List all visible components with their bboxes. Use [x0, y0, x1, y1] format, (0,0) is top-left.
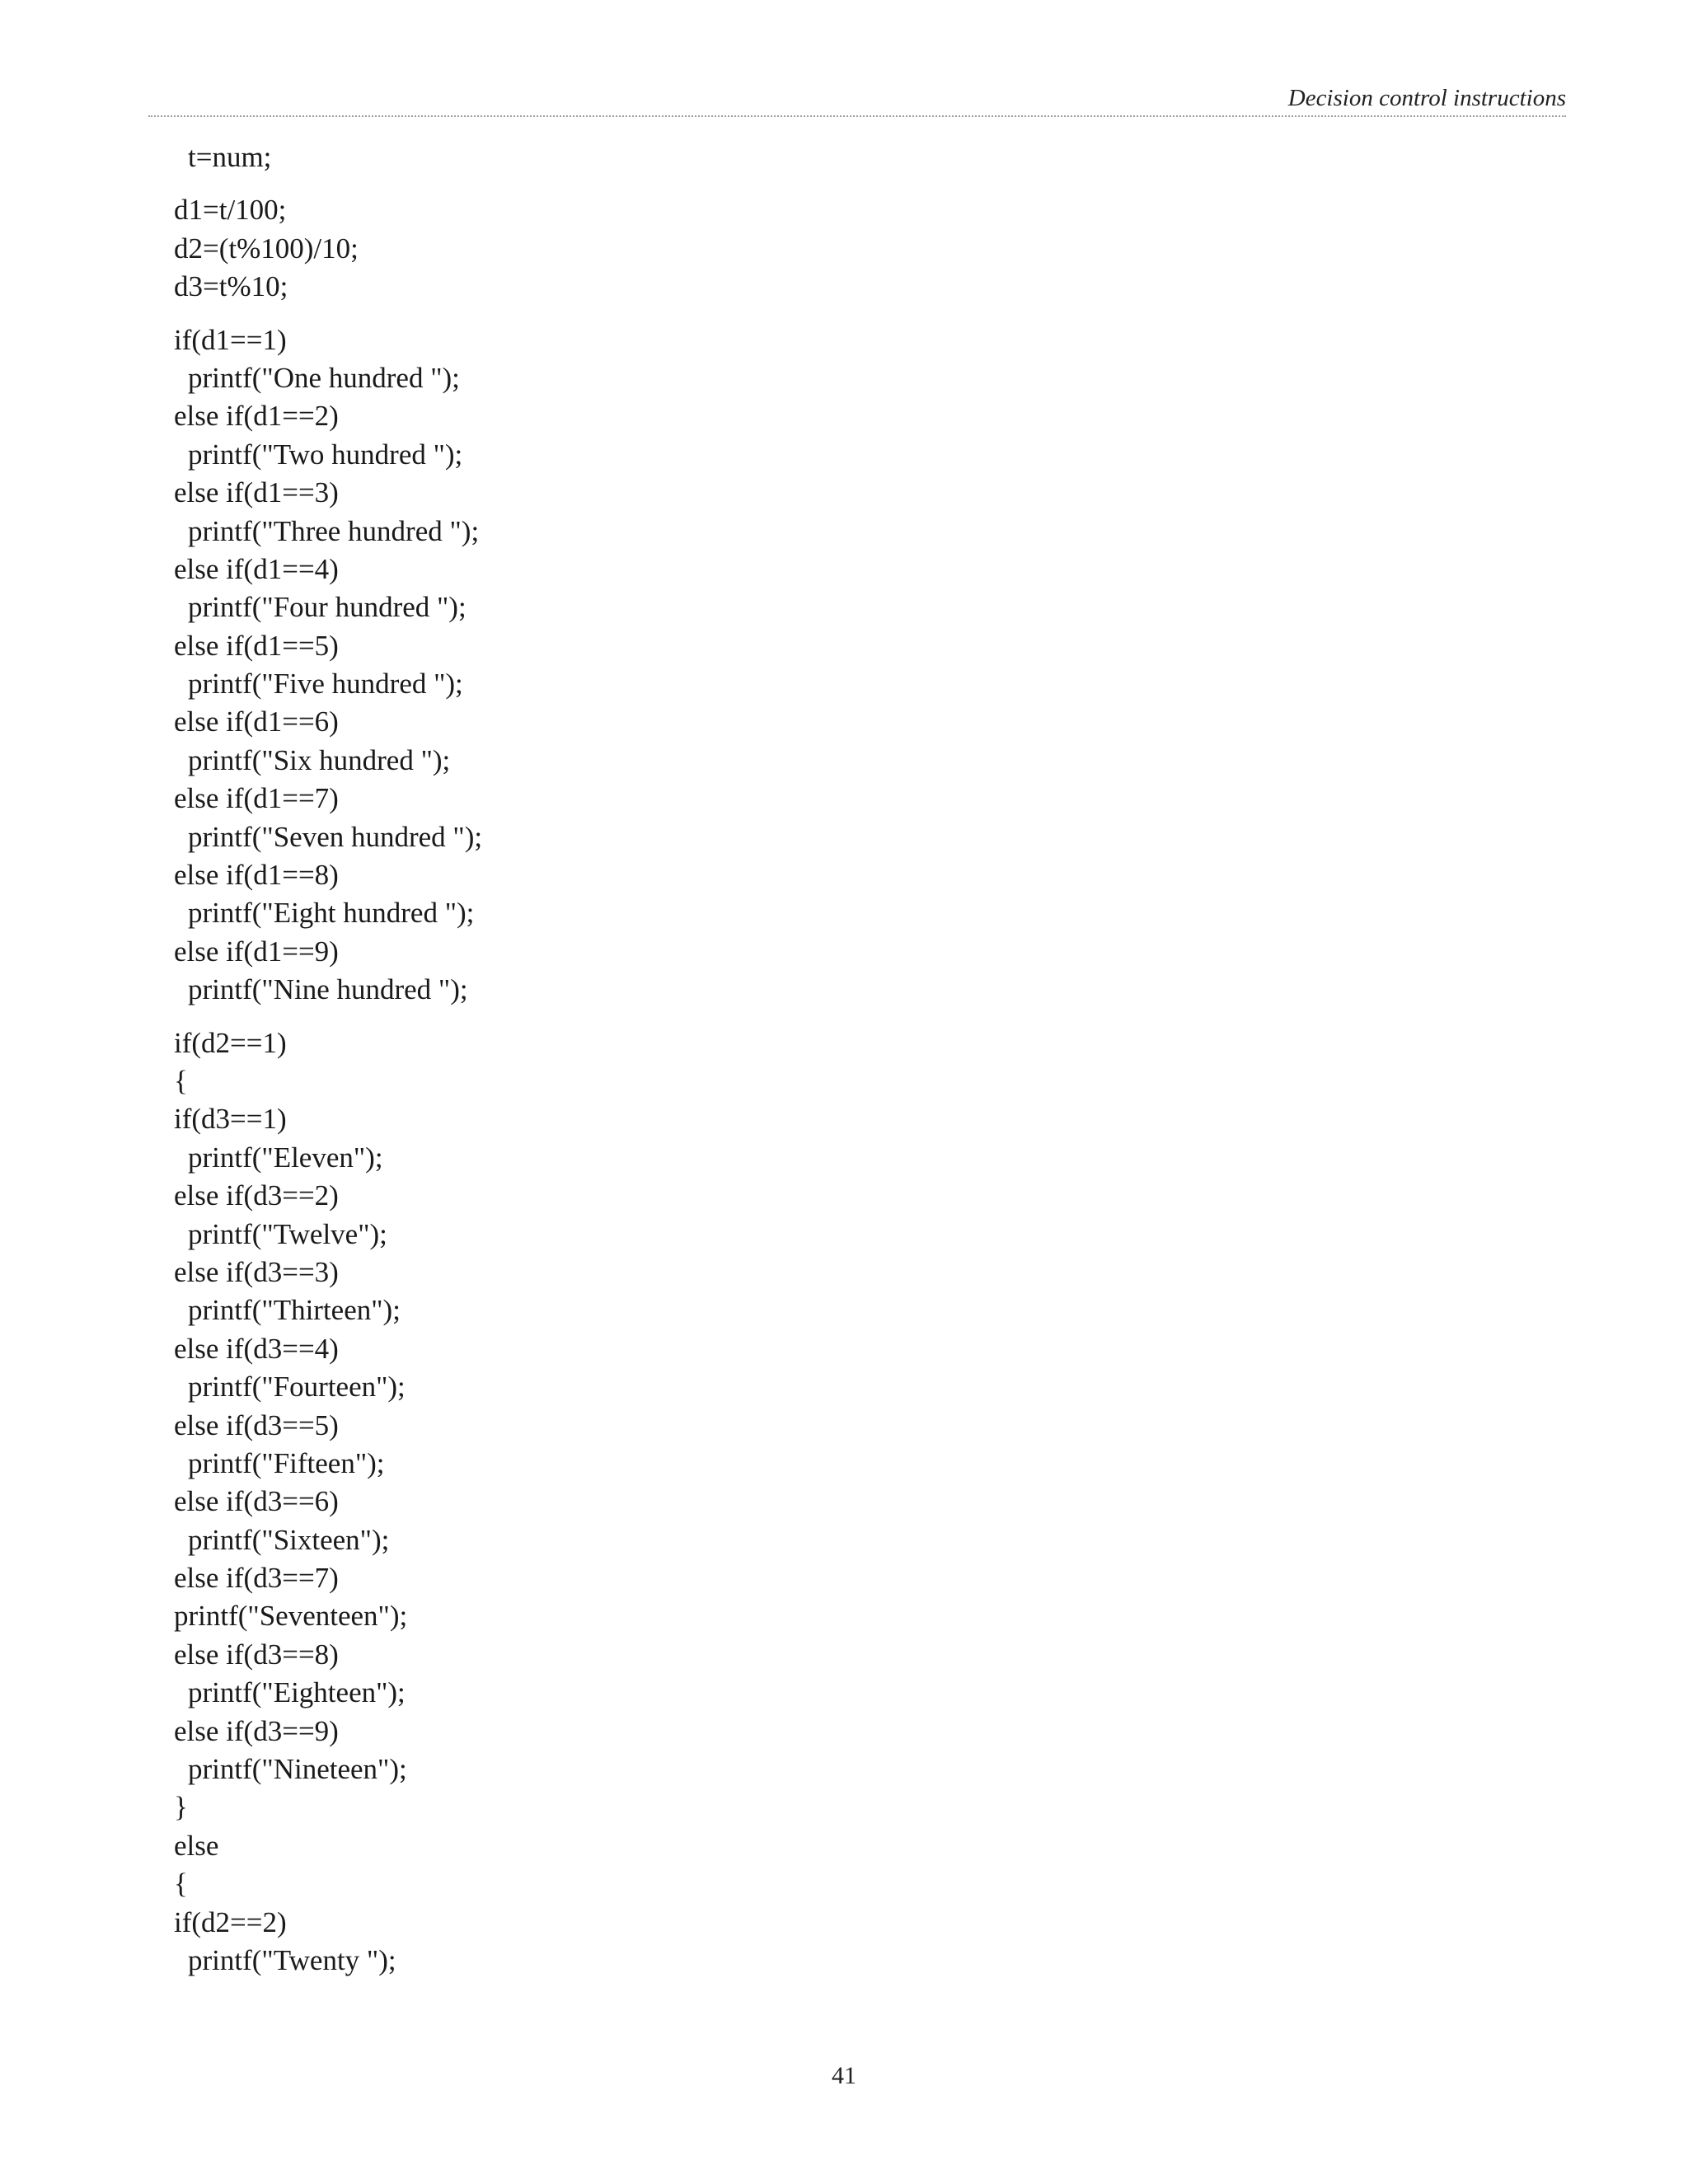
code-line: if(d1==1) — [174, 323, 287, 356]
code-line: if(d2==1) — [174, 1026, 287, 1059]
code-line: if(d2==2) — [174, 1905, 287, 1938]
code-line: else if(d1==5) — [174, 629, 339, 662]
running-header — [148, 86, 1566, 117]
code-line: else if(d1==8) — [174, 859, 339, 892]
code-line: else if(d1==9) — [174, 935, 339, 968]
code-line: } — [174, 1791, 188, 1824]
code-line: { — [174, 1868, 188, 1900]
code-line: else if(d3==9) — [174, 1714, 339, 1747]
code-line: printf("Nine hundred "); — [188, 973, 468, 1006]
code-line: printf("Twelve"); — [188, 1217, 387, 1250]
code-line: else if(d3==6) — [174, 1485, 339, 1518]
code-line: printf("Seventeen"); — [174, 1600, 408, 1633]
code-line: printf("Three hundred "); — [188, 514, 480, 547]
code-line: else if(d1==4) — [174, 552, 339, 585]
code-line: printf("Two hundred "); — [188, 438, 463, 471]
code-line: printf("Eleven"); — [188, 1141, 383, 1174]
code-line: else if(d1==7) — [174, 782, 339, 815]
code-line: printf("Seven hundred "); — [188, 820, 483, 853]
code-line: printf("Five hundred "); — [188, 668, 463, 701]
code-line: printf("Twenty "); — [188, 1943, 396, 1976]
code-line: else if(d3==5) — [174, 1408, 339, 1441]
code-line: printf("Eighteen"); — [188, 1676, 406, 1709]
code-line: printf("Six hundred "); — [188, 743, 451, 776]
page-number: 41 — [832, 2062, 856, 2089]
code-line: d3=t%10; — [174, 270, 288, 303]
code-line: printf("Four hundred "); — [188, 591, 467, 624]
code-line: printf("Eight hundred "); — [188, 897, 475, 930]
code-line: printf("Fourteen"); — [188, 1371, 406, 1404]
code-line: else — [174, 1829, 219, 1862]
code-line: t=num; — [188, 141, 272, 173]
code-line: else if(d1==2) — [174, 400, 339, 433]
code-listing — [174, 138, 482, 1980]
code-line: printf("Sixteen"); — [188, 1523, 390, 1556]
code-line: else if(d3==4) — [174, 1332, 339, 1365]
code-line: d2=(t%100)/10; — [174, 232, 359, 265]
code-line: printf("Fifteen"); — [188, 1446, 385, 1479]
code-line: printf("Thirteen"); — [188, 1294, 401, 1327]
code-line: if(d3==1) — [174, 1103, 287, 1136]
code-line: else if(d3==8) — [174, 1638, 339, 1671]
code-line: d1=t/100; — [174, 194, 287, 227]
running-header-title: Decision control instructions — [1287, 85, 1566, 111]
code-line: else if(d1==3) — [174, 476, 339, 509]
code-line: printf("Nineteen"); — [188, 1753, 407, 1786]
code-line: else if(d1==6) — [174, 705, 339, 738]
code-line: { — [174, 1064, 188, 1097]
code-line: else if(d3==3) — [174, 1255, 339, 1288]
code-line: else if(d3==2) — [174, 1179, 339, 1212]
code-line: printf("One hundred "); — [188, 361, 460, 394]
code-line: else if(d3==7) — [174, 1562, 339, 1595]
